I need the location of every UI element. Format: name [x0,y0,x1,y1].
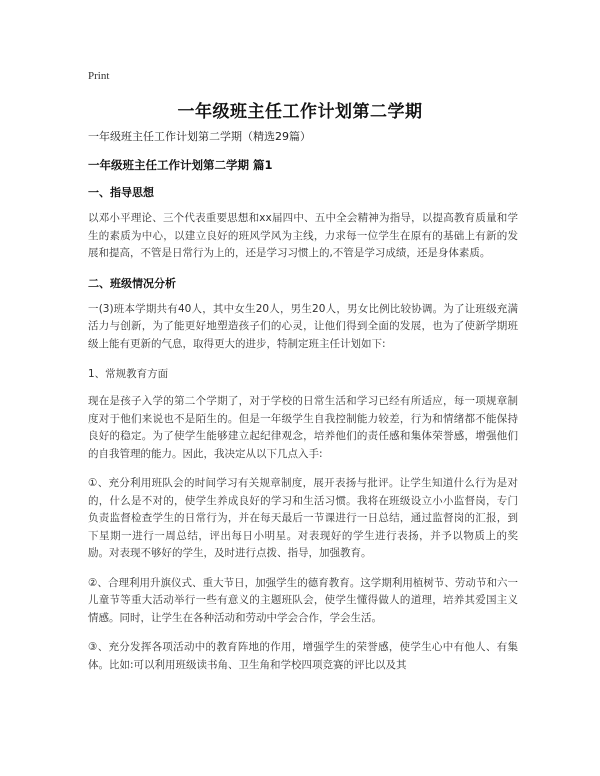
paragraph-routine-intro: 现在是孩子入学的第二个学期了，对于学校的日常生活和学习已经有所适应，每一项规章制度对于他们来说也不是陌生的。但是一年级学生自我控制能力较差，行为和情绪都不能保持良好的稳定。为了使学生能够建立起纪律观念，培养他们的责任感和集体荣誉感，增强他们的自我管理的能力。因此，我决定从以下几点入手: [88,395,518,460]
section-heading-routine-education: 1、常规教育方面 [88,368,169,380]
document-body [88,128,518,686]
paragraph-point-3: ③、充分发挥各项活动中的教育阵地的作用，增强学生的荣誉感，使学生心中有他人、有集体。比如:可以利用班级读书角、卫生角和学校四项竞赛的评比以及其 [88,641,518,671]
paragraph-point-2: ②、合理利用升旗仪式、重大节日，加强学生的德育教育。这学期利用植树节、劳动节和六一儿童节等重大活动举行一些有意义的主题班队会，使学生懂得做人的道理，培养其爱国主义情感。同时，让学生在各种活动和劳动中学会合作，学会生活。 [88,576,518,624]
paragraph-point-1: ①、充分利用班队会的时间学习有关规章制度，展开表扬与批评。让学生知道什么行为是对的，什么是不对的，使学生养成良好的学习和生活习惯。我将在班级设立小小监督岗，专门负责监督检查学生的日常行为，并在每天最后一节课进行一日总结，通过监督岗的汇报，到下星期一进行一周总结，评出每日小明星。对表现好的学生进行表扬，并予以物质上的奖励。对表现不够好的学生，及时进行点拨、指导，加强教育。 [88,477,518,559]
print-link[interactable]: Print [88,70,110,82]
section-heading-guiding-ideology: 一、指导思想 [88,186,154,199]
paragraph-guiding-ideology: 以邓小平理论、三个代表重要思想和xx届四中、五中全会精神为指导，以提高教育质量和学生的素质为中心，以建立良好的班风学风为主线，力求每一位学生在原有的基础上有新的发展和提高，不管是日常行为上的，还是学习习惯上的,不管是学习成绩，还是身体素质。 [88,212,518,259]
paragraph-class-analysis: 一(3)班本学期共有40人，其中女生20人，男生20人，男女比例比较协调。为了让班级充满活力与创新，为了能更好地塑造孩子们的心灵，让他们得到全面的发展，也为了使新学期班级上能有更新的气息，取得更大的进步，特制定班主任计划如下: [88,302,518,350]
article-heading: 一年级班主任工作计划第二学期 篇1 [88,158,273,172]
section-heading-class-analysis: 二、班级情况分析 [88,276,176,290]
document-title: 一年级班主任工作计划第二学期 [177,102,423,122]
document-subtitle: 一年级班主任工作计划第二学期（精选29篇） [88,130,311,143]
